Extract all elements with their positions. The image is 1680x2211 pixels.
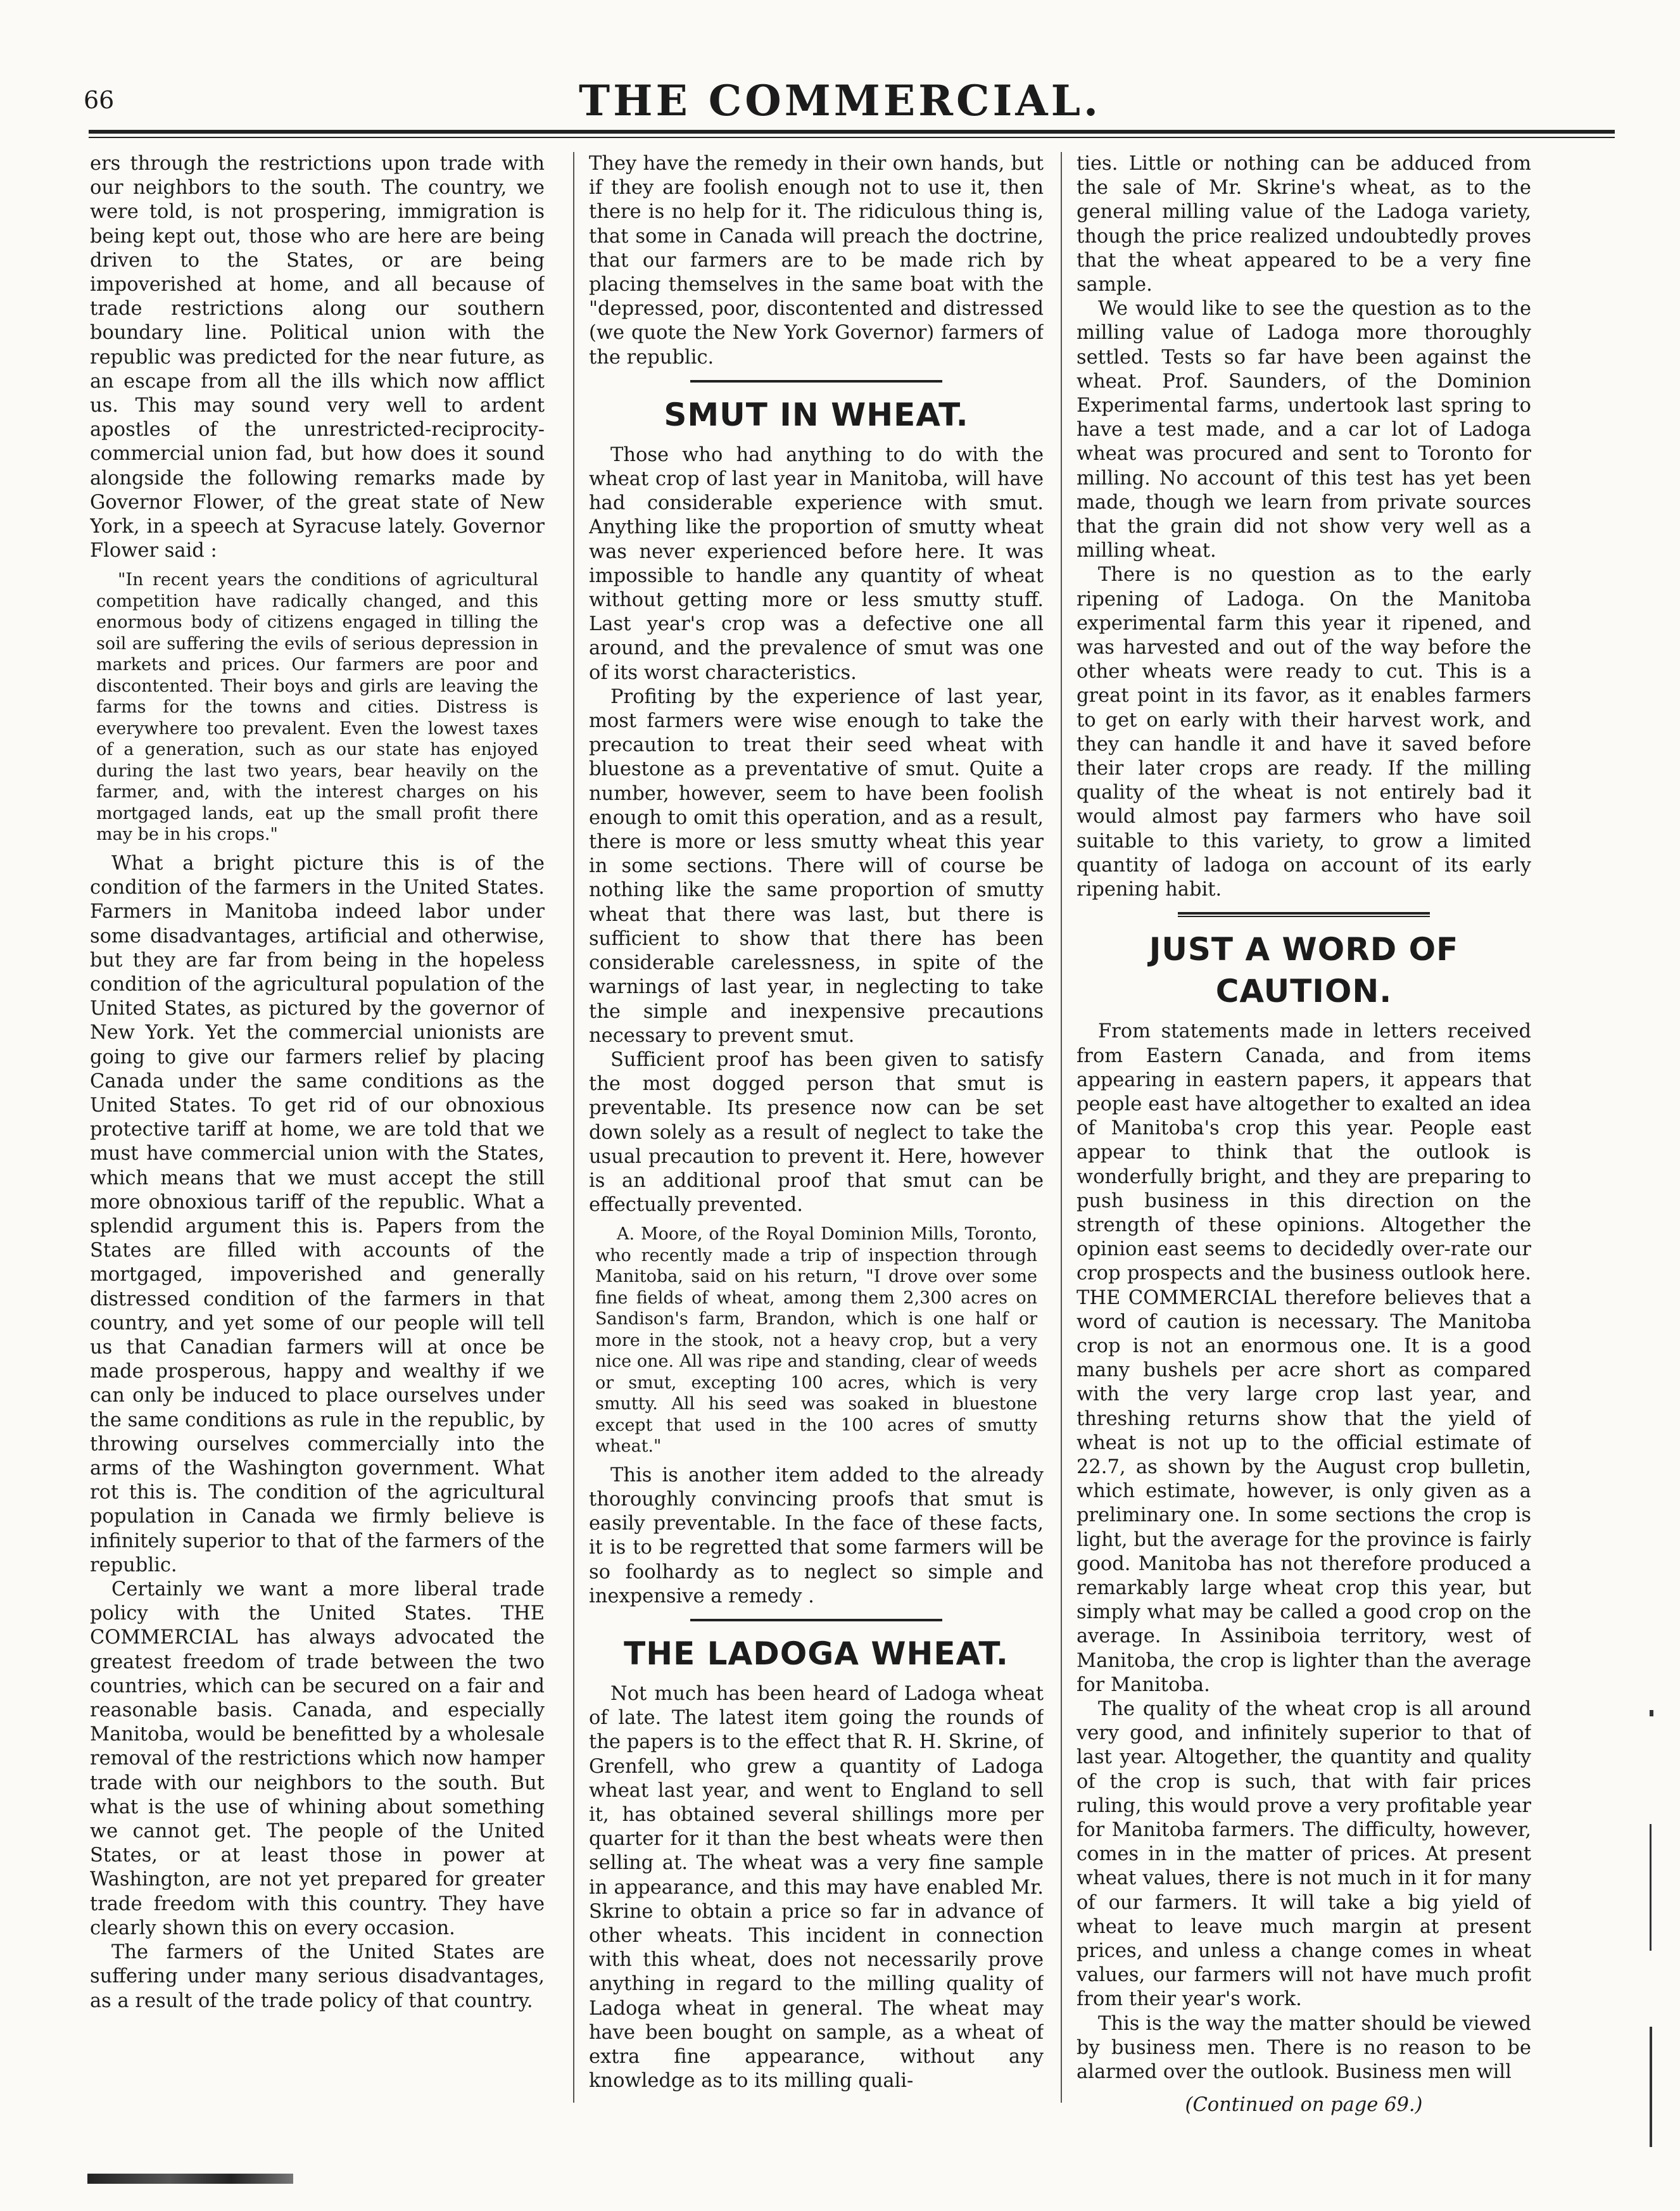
article-paragraph: The farmers of the United States are suffering under many serious disadvantages, as a result of the trade policy of that country. <box>90 1941 545 2012</box>
article-paragraph: Sufficient proof has been given to satisfy the most dogged person that smut is preventable. Its presence now can be set down solely as a result of neglect to take the usual precaution to prevent it. Here, however is an additional proof that smut can be effectually prevented. <box>589 1048 1044 1217</box>
section-rule <box>690 380 942 383</box>
section-rule-thin <box>1178 916 1430 917</box>
article-paragraph: Profiting by the experience of last year, most farmers were wise enough to take the precaution to treat their seed wheat with bluestone as a preventative of smut. Quite a number, however, seem to have been foolish enough to omit this operation, and as a result, there is more or less smutty wheat this year in some sections. There will of course be nothing like the same proportion of smutty wheat that there was last, but there is sufficient to show that there has been considerable carelessness, in spite of the warnings of last year, in neglecting to take the simple and inexpensive precautions necessary to prevent smut. <box>589 685 1044 1047</box>
word-of-caution-heading: JUST A WORD OF CAUTION. <box>1149 931 1459 1010</box>
column-divider-1 <box>573 152 574 2103</box>
section-rule <box>1178 912 1430 915</box>
column-divider-2 <box>1061 152 1062 2103</box>
article-paragraph: This is the way the matter should be viewed by business men. There is no reason to be alarmed over the outlook. Business men will <box>1077 2012 1531 2084</box>
masthead-rule-thick <box>89 130 1615 134</box>
article-paragraph: This is another item added to the already thoroughly convincing proofs that smut is easily preventable. In the face of these facts, it is to be regretted that some farmers will be so foolhardy as to neglect so simple and inexpensive a remedy . <box>589 1464 1044 1607</box>
continued-notice: (Continued on page 69.) <box>1185 2094 1423 2117</box>
article-paragraph: What a bright picture this is of the condition of the farmers in the United States. Farmers in Manitoba indeed labor under some disadvantages, artificial and otherwise, but they are far from being in the hopeless condition of the agricultural population of the United States, as pictured by the governor of New York. Yet the commercial unionists are going to give our farmers relief by placing Canada under the same conditions as the United States. To get rid of our obnoxious protective tariff at home, we are told that we must have commercial union with the States, which means that we must accept the still more obnoxious tariff of the republic. What a splendid argument this is. Papers from the States are filled with accounts of the mortgaged, impoverished and generally distressed condition of the farmers in that country, and yet some of our people will tell us that Canadian farmers will at once be made prosperous, happy and wealthy if we can only be induced to place ourselves under the same conditions as rule in the republic, by throwing ourselves commercially into the arms of the Washington government. What rot this is. The condition of the agricultural population in Canada we firmly believe is infinitely superior to that of the farmers of the republic. <box>90 852 545 1576</box>
ladoga-wheat-heading: THE LADOGA WHEAT. <box>624 1635 1009 1673</box>
article-paragraph: Certainly we want a more liberal trade policy with the United States. THE COMMERCIAL has always advocated the greatest freedom of trade between the two countries, which can be secured on a fair and reasonable basis. Canada, and especially Manitoba, would be benefitted by a wholesale removal of the restrictions which now hamper trade with our neighbors to the south. But what is the use of whining about something we cannot get. The people of the United States, or at least those in power at Washington, are not yet prepared for greater trade freedom with this country. They have clearly shown this on every occasion. <box>90 1578 545 1939</box>
article-paragraph: ties. Little or nothing can be adduced from the sale of Mr. Skrine's wheat, as to the general milling value of the Ladoga variety, though the price realized undoubtedly proves that the wheat appeared to be a very fine sample. <box>1077 153 1531 296</box>
article-paragraph: Those who had anything to do with the wheat crop of last year in Manitoba, will have had considerable experience with smut. Anything like the proportion of smutty wheat was never experienced before here. It was impossible to handle any quantity of wheat without getting more or less smutty stuff. Last year's crop was a defective one all around, and the prevalence of smut was one of its worst characteristics. <box>589 443 1044 684</box>
article-paragraph: The quality of the wheat crop is all around very good, and infinitely superior to that of last year. Altogether, the quantity and quality of the crop is such, that with fair prices ruling, this would prove a very profitable year for Manitoba farmers. The difficulty, however, comes in in the matter of prices. At present wheat values, there is not much in it for many of our farmers. It will take a big yield of wheat to leave much margin at present prices, and unless a change comes in wheat values, our farmers will not have much profit from their year's work. <box>1077 1697 1531 2011</box>
masthead: THE COMMERCIAL. <box>578 76 1102 125</box>
article-paragraph: We would like to see the question as to the milling value of Ladoga more thoroughly settled. Tests so far have been against the wheat. Prof. Saunders, of the Dominion Experimental farms, undertook last spring to have a test made, and a car lot of Ladoga wheat was procured and sent to Toronto for milling. No account of this test has yet been made, though we learn from private sources that the grain did not show very well as a milling wheat. <box>1077 298 1531 562</box>
print-smudge <box>87 2174 293 2184</box>
article-paragraph: Not much has been heard of Ladoga wheat of late. The latest item going the rounds of the papers is to the effect that R. H. Skrine, of Grenfell, who grew a quantity of Ladoga wheat last year, and went to England to sell it, has obtained several shillings more per quarter for it than the best wheats were then selling at. The wheat was a very fine sample in appearance, and this may have enabled Mr. Skrine to obtain a price so far in advance of other wheats. This incident in connection with this wheat, does not necessarily prove anything in regard to the milling quality of Ladoga wheat in general. The wheat may have been bought on sample, as a wheat of extra fine appearance, without any knowledge as to its milling quali- <box>589 1683 1044 2093</box>
margin-mark <box>1650 1824 1652 1951</box>
smut-in-wheat-heading: SMUT IN WHEAT. <box>664 396 969 433</box>
masthead-rule-thin <box>89 137 1615 138</box>
section-rule <box>690 1619 942 1621</box>
page-number: 66 <box>84 86 115 114</box>
article-paragraph: They have the remedy in their own hands, but if they are foolish enough not to use it, then there is no help for it. The ridiculous thing is, that some in Canada will preach the doctrine, that our farmers are to be made rich by placing themselves in the same boat with the "depressed, poor, discontented and distressed (we quote the New York Governor) farmers of the republic. <box>589 153 1044 369</box>
article-paragraph: From statements made in letters received from Eastern Canada, and from items appearing in eastern papers, it appears that people east have altogether to exalted an idea of Manitoba's crop this year. People east appear to think that the outlook is wonderfully bright, and they are preparing to push business in this direction on the strength of these opinions. Altogether the opinion east seems to decidedly over-rate our crop prospects and the business outlook here. THE COMMERCIAL therefore believes that a word of caution is necessary. The Manitoba crop is not an enormous one. It is a good many bushels per acre short as compared with the very large crop last year, and threshing returns show that the yield of wheat is not up to the official estimate of 22.7, as shown by the August crop bulletin, which estimate, however, is only given as a preliminary one. In some sections the crop is light, but the average for the province is fairly good. Manitoba has not therefore produced a remarkably large wheat crop this year, but simply what may be called a good crop on the average. In Assiniboia territory, west of Manitoba, the crop is lighter than the average for Manitoba. <box>1077 1020 1531 1696</box>
margin-mark <box>1650 2027 1652 2147</box>
column-2 <box>589 152 1044 2153</box>
article-paragraph: There is no question as to the early ripening of Ladoga. On the Manitoba experimental farm this year it ripened, and was harvested and out of the way before the other wheats were ready to cut. This is a great point in its favor, as it enables farmers to get on early with their harvest work, and they can handle it and have it saved before their later crops are ready. If the milling quality of the wheat is not entirely bad it would almost pay farmers who have soil suitable to this variety, to grow a limited quantity of ladoga on account of its early ripening habit. <box>1077 564 1531 901</box>
article-paragraph: ers through the restrictions upon trade with our neighbors to the south. The country, we were told, is not prospering, immigration is being kept out, those who are here are being driven to the States, or are being impoverished at home, and all because of trade restrictions along our southern boundary line. Political union with the republic was predicted for the near future, as an escape from all the ills which now afflict us. This may sound very well to ardent apostles of the unrestricted-reciprocity-commercial union fad, but how does it sound alongside the following remarks made by Governor Flower, of the great state of New York, in a speech at Syracuse lately. Governor Flower said : <box>90 153 545 562</box>
column-1 <box>90 152 545 2153</box>
governor-quote: "In recent years the conditions of agricultural competition have radically changed, and this enormous body of citizens engaged in tilling the soil are suffering the evils of serious depression in markets and prices. Our farmers are poor and discontented. Their boys and girls are leaving the farms for the towns and cities. Distress is everywhere too prevalent. Even the lowest taxes of a generation, such as our state has enjoyed during the last two years, bear heavily on the farmer, and, with the interest charges on his mortgaged lands, eat up the small profit there may be in his crops." <box>96 570 538 845</box>
column-3 <box>1077 152 1531 2153</box>
moore-quote: A. Moore, of the Royal Dominion Mills, Toronto, who recently made a trip of inspection through Manitoba, said on his return, "I drove over some fine fields of wheat, among them 2,300 acres on Sandison's farm, Brandon, which is one half or more in the stook, not a heavy crop, but a very nice one. All was ripe and standing, clear of weeds or smut, excepting 100 acres, which is very smutty. All his seed was soaked in bluestone except that used in the 100 acres of smutty wheat." <box>595 1224 1037 1457</box>
margin-mark <box>1650 1710 1653 1716</box>
